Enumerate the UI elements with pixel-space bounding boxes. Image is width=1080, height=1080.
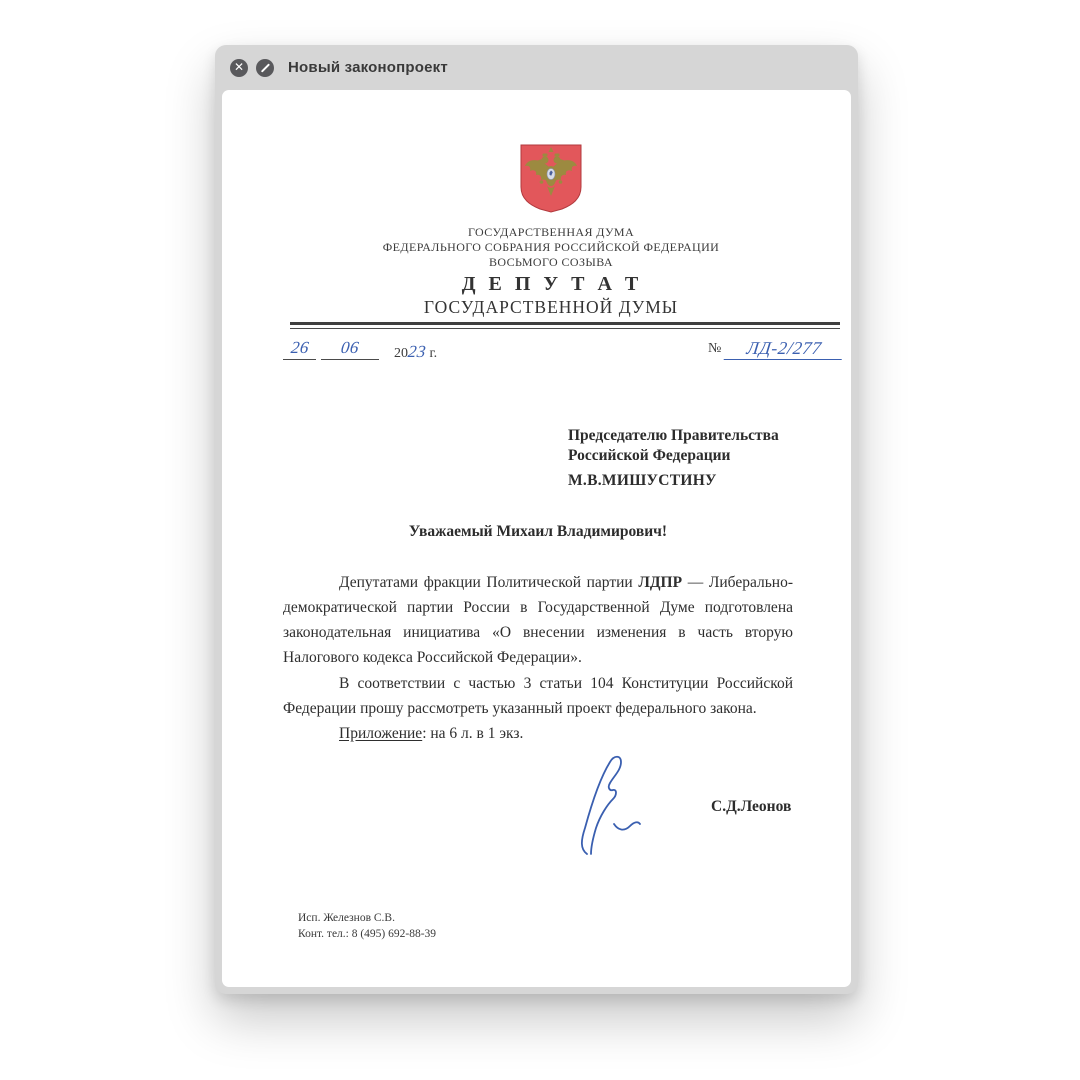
letter-sheet — [222, 90, 851, 987]
org-name-line2: ФЕДЕРАЛЬНОГО СОБРАНИЯ РОССИЙСКОЙ ФЕДЕРАЦИИ — [382, 240, 720, 254]
number-sign: № — [708, 341, 722, 356]
block-icon — [260, 63, 269, 72]
doc-number — [708, 338, 843, 360]
executor-block — [298, 910, 436, 942]
addressee-block — [568, 426, 779, 491]
close-button[interactable] — [230, 59, 248, 77]
russia-coat-of-arms-icon — [518, 143, 584, 213]
date-year — [394, 342, 437, 362]
document-viewport — [222, 90, 851, 987]
paragraph-2: В соответствии с частью 3 статьи 104 Конституции Российской Федерации прошу рассмотреть указанный проект федерального закона. — [283, 674, 793, 717]
executor-name: Исп. Железнов С.В. — [298, 912, 395, 924]
addressee-line2: Российской Федерации — [568, 446, 731, 464]
org-name-line3: ВОСЬМОГО СОЗЫВА — [489, 255, 613, 269]
letterhead — [238, 90, 851, 318]
date-day-handwriting: 26 — [289, 338, 310, 357]
post-subtitle: ГОСУДАРСТВЕННОЙ ДУМЫ — [423, 297, 679, 317]
letterhead-rule-thick — [290, 322, 840, 325]
date-year-unit: г. — [426, 346, 438, 361]
block-button[interactable] — [256, 59, 274, 77]
date-month-handwriting: 06 — [339, 338, 361, 357]
close-icon: ✕ — [233, 59, 245, 74]
date-day-field — [283, 338, 316, 360]
letter-window — [215, 45, 858, 994]
date-month-field — [321, 338, 379, 360]
org-name-line1: ГОСУДАРСТВЕННАЯ ДУМА — [467, 225, 635, 239]
number-handwriting: ЛД-2/277 — [724, 338, 845, 360]
salutation: Уважаемый Михаил Владимирович! — [408, 523, 668, 540]
paragraph-1-text: Депутатами фракции Политической партии — [339, 573, 639, 591]
window-title: Новый законопроект — [288, 59, 448, 76]
party-abbreviation: ЛДПР — [638, 573, 683, 591]
executor-phone: Конт. тел.: 8 (495) 692-88-39 — [298, 928, 437, 940]
addressee-name: М.В.МИШУСТИНУ — [568, 472, 717, 489]
date-year-printed: 20 — [394, 346, 408, 361]
letterhead-rule-thin — [290, 328, 840, 329]
signer-name: С.Д.Леонов — [711, 798, 792, 815]
attachment-line — [339, 725, 523, 743]
post-title: Д Е П У Т А Т — [461, 273, 641, 295]
date-year-handwriting: 23 — [406, 342, 428, 361]
attachment-detail: : на 6 л. в 1 экз. — [422, 725, 524, 742]
addressee-line1: Председателю Правительства — [568, 427, 779, 444]
paragraph-1-text-cont: — Либерально-демократической партии России в Государственной Думе подготовлена законодательная инициатива «О внесении изменения в часть вторую Налогового кодекса Российской Федерации». — [283, 573, 793, 667]
paragraph-1 — [283, 570, 793, 671]
attachment-label: Приложение — [339, 725, 423, 742]
window-titlebar[interactable] — [215, 45, 858, 90]
handwritten-signature — [574, 754, 654, 860]
